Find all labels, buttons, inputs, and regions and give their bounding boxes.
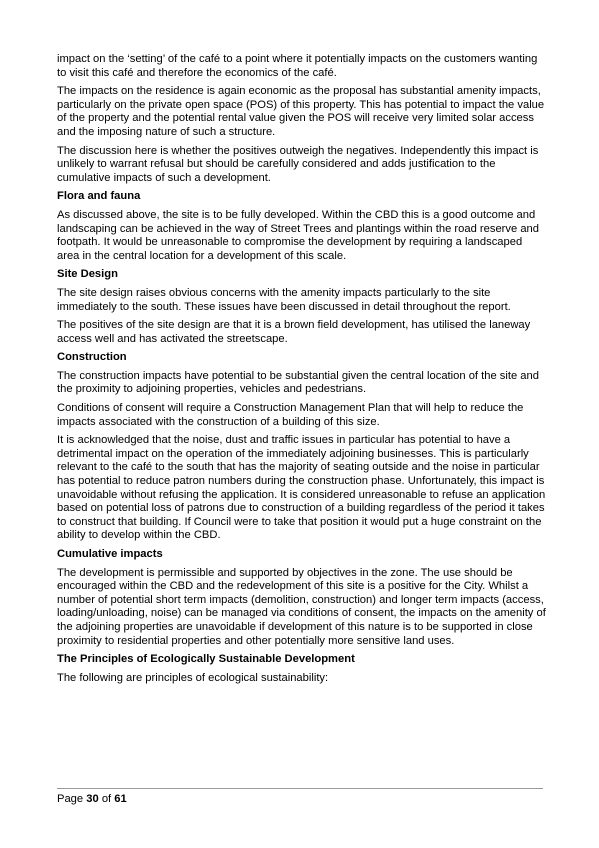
page-label: Page — [57, 793, 84, 805]
paragraph: The impacts on the residence is again economic as the proposal has substantial amenity impacts, particularly on the private open space (POS) of this property. This has potential to impact the value of the property and the potential rental value given the POS will receive very limited solar access and the imposing nature of such a structure. — [57, 85, 545, 138]
section-heading-construction: Construction — [57, 351, 127, 364]
section-heading-flora: Flora and fauna — [57, 190, 141, 203]
paragraph: Conditions of consent will require a Construction Management Plan that will help to reduce the impacts associated with the construction of a building of this size. — [57, 402, 524, 428]
of-label: of — [101, 793, 112, 805]
document-body — [57, 53, 547, 690]
section-heading-esd: The Principles of Ecologically Sustainable Development — [57, 653, 355, 666]
page-footer — [57, 793, 127, 806]
paragraph: The positives of the site design are that it is a brown field development, has utilised the laneway access well and has activated the streetscape. — [57, 319, 531, 345]
section-heading-site-design: Site Design — [57, 268, 118, 281]
paragraph: The following are principles of ecological sustainability: — [57, 671, 329, 684]
paragraph: The construction impacts have potential to be substantial given the central location of the site and the proximity to adjoining properties, vehicles and pedestrians. — [57, 369, 539, 396]
paragraph: impact on the ‘setting’ of the café to a point where it potentially impacts on the customers wanting to visit this café and therefore the economics of the café. — [57, 53, 538, 79]
paragraph: The site design raises obvious concerns with the amenity impacts particularly to the site immediately to the south. These issues have been discussed in detail throughout the report. — [57, 286, 511, 313]
paragraph: The discussion here is whether the positives outweigh the negatives. Independently this impact is unlikely to warrant refusal but should be carefully considered and adds justification to the cumulative impacts of such a development. — [57, 144, 539, 184]
section-heading-cumulative: Cumulative impacts — [57, 548, 163, 560]
page-total: 61 — [114, 793, 127, 805]
page-number: 30 — [86, 793, 99, 805]
footer-divider — [57, 788, 543, 789]
paragraph: As discussed above, the site is to be fully developed. Within the CBD this is a good outcome and landscaping can be achieved in the way of Street Trees and plantings within the road reserve and footpath. It would be unreasonable to compromise the development by requiring a landscaped area in the central location for a development of this scale. — [57, 208, 539, 262]
paragraph: It is acknowledged that the noise, dust and traffic issues in particular has potential to have a detrimental impact on the operation of the immediately adjoining businesses. This is particularly relevant to the café to the south that has the majority of seating outside and the noise in particular has potential to reduce patron numbers during the construction phase. Unfortunately, this impact is unavoidable without refusing the application. It is considered unreasonable to refuse an application based on potential loss of patrons due to construction of a building regardless of the period it takes to construct that building. If Council were to take that position it would put a huge constraint on the ability to develop within the CBD. — [57, 434, 546, 542]
paragraph: The development is permissible and supported by objectives in the zone. The use should be encouraged within the CBD and the redevelopment of this site is a positive for the City. Whilst a number of potential short term impacts (demolition, construction) and longer term impacts (access, loading/unloading, noise) can be managed via conditions of consent, the impacts on the amenity of the adjoining properties are unavoidable if development of this nature is to be supported in close proximity to residential properties and other potentially more sensitive land uses. — [57, 566, 546, 647]
